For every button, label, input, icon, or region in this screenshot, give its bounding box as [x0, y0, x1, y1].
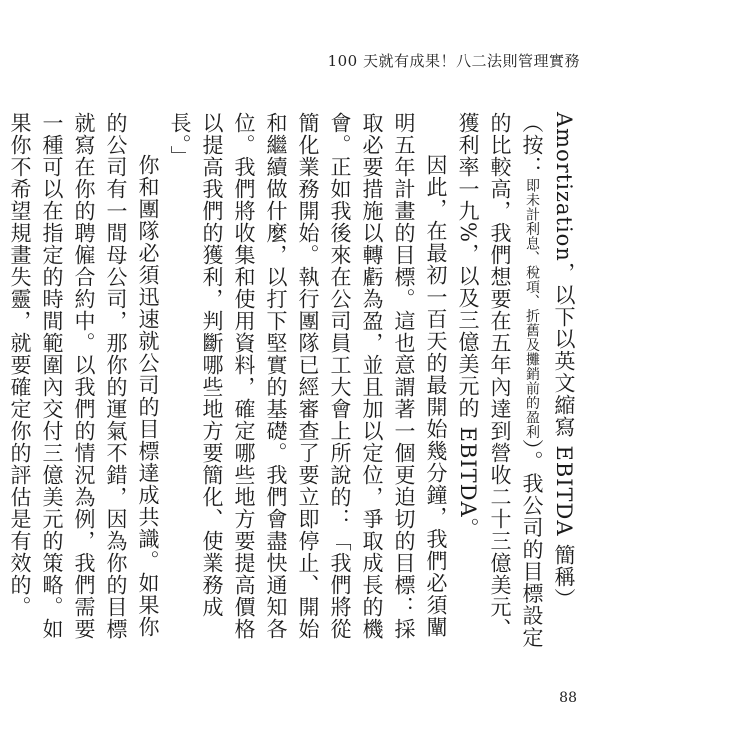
paragraph-1-tail: ）。我公司的目標設定的比較高，我們想要在五年內達到營收二十三億美元、獲利率一九%，以及三億美元的 EBITDA。 [456, 112, 544, 649]
paragraph-2: 因此，在最初一百天的最開始幾分鐘，我們必須闡明五年計畫的目標。這也意謂著一個更迫切的目標：採取必要措施以轉虧為盈，並且加以定位，爭取成長的機會。正如我後來在公司員工大會上所說的：「我們將從簡化業務開始。執行團隊已經審查了要立即停止、開始和繼續做什麼，以打下堅實的基礎。我們會盡快通知各位。我們將收集和使用資料，確定哪些地方要提高價格以提高我們的獲利，判斷哪些地方要簡化、使業務成長。」 [168, 112, 448, 640]
running-head-title: 100 天就有成果！八二法則管理實務 [327, 52, 580, 70]
body-text-column [8, 112, 580, 652]
translator-note: 即未計利息、稅項、折舊及攤銷前的盈利 [524, 178, 540, 439]
page-number: 88 [559, 690, 577, 706]
paragraph-3: 你和團隊必須迅速就公司的目標達成共識。如果你的公司有一間母公司，那你的運氣不錯，因為你的目標就寫在你的聘僱合約中。以我們的情況為例，我們需要一種可以在指定的時間範圍內交付三億美元的策略。如果你不希望規畫失靈，就要確定你的評估是有效的。 [8, 112, 160, 640]
paragraph-1 [452, 112, 580, 652]
paragraph-1-main: Amortization，以下以英文縮寫 EBITDA 簡稱）（按： [520, 112, 576, 611]
